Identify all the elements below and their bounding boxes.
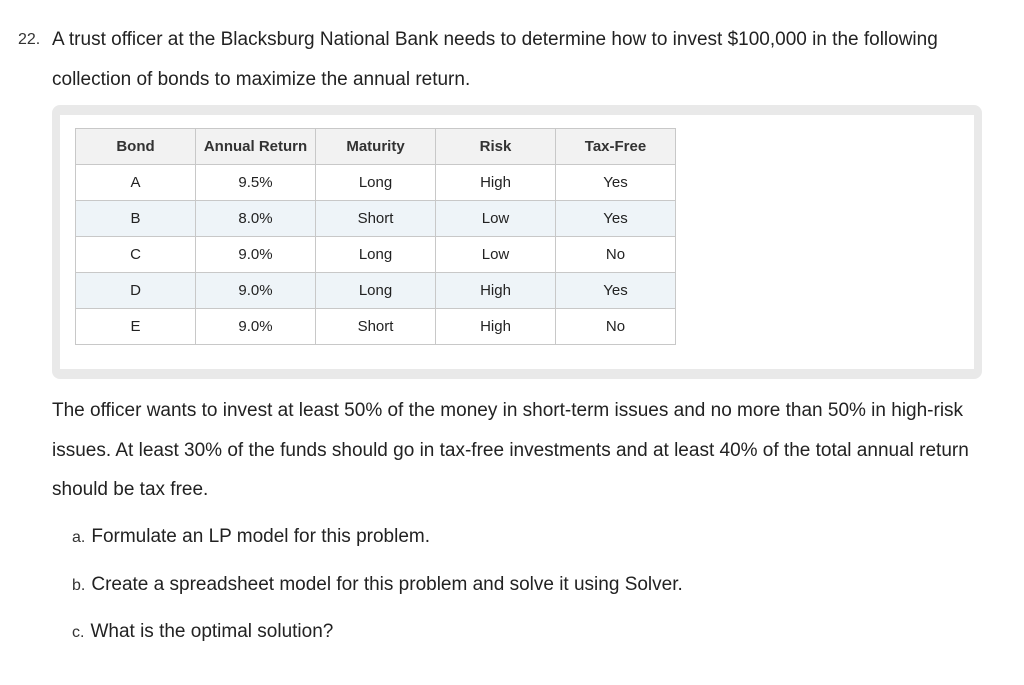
header-tax-free: Tax-Free xyxy=(556,129,676,165)
cell-maturity: Long xyxy=(316,165,436,201)
table-row xyxy=(76,237,676,273)
table-row xyxy=(76,309,676,345)
question-part-c xyxy=(72,612,972,660)
table-container xyxy=(60,115,974,369)
table-row xyxy=(76,165,676,201)
question-part-a xyxy=(72,517,972,565)
cell-risk: High xyxy=(436,309,556,345)
cell-annual-return: 8.0% xyxy=(196,201,316,237)
part-text: What is the optimal solution? xyxy=(90,621,334,642)
table-header-row xyxy=(76,129,676,165)
question-part-b xyxy=(72,565,972,613)
cell-risk: High xyxy=(436,165,556,201)
cell-risk: High xyxy=(436,273,556,309)
table-row xyxy=(76,273,676,309)
cell-maturity: Long xyxy=(316,237,436,273)
cell-maturity: Short xyxy=(316,309,436,345)
part-letter: a. xyxy=(72,529,86,546)
problem-intro: A trust officer at the Blacksburg National Bank needs to determine how to invest $100,000 in the following collection of bonds to maximize the annual return. xyxy=(52,29,938,90)
part-letter: c. xyxy=(72,624,85,641)
table-row xyxy=(76,201,676,237)
cell-annual-return: 9.0% xyxy=(196,273,316,309)
cell-annual-return: 9.0% xyxy=(196,237,316,273)
cell-tax-free: Yes xyxy=(556,273,676,309)
cell-risk: Low xyxy=(436,237,556,273)
cell-tax-free: No xyxy=(556,237,676,273)
cell-maturity: Short xyxy=(316,201,436,237)
bond-table xyxy=(75,128,676,345)
cell-annual-return: 9.5% xyxy=(196,165,316,201)
cell-bond: D xyxy=(76,273,196,309)
cell-bond: C xyxy=(76,237,196,273)
cell-bond: E xyxy=(76,309,196,345)
part-letter: b. xyxy=(72,576,86,594)
question-parts xyxy=(72,517,972,660)
cell-bond: B xyxy=(76,201,196,237)
cell-risk: Low xyxy=(436,201,556,237)
cell-tax-free: No xyxy=(556,309,676,345)
header-maturity: Maturity xyxy=(316,129,436,165)
problem-constraints-text: The officer wants to invest at least 50% of the money in short-term issues and no more than 50% in high-risk issues. At least 30% of the funds should go in tax-free investments and at least 40% of the total annual return should be tax free. xyxy=(52,400,969,500)
cell-annual-return: 9.0% xyxy=(196,309,316,345)
problem-number: 22. xyxy=(18,31,41,48)
problem-statement xyxy=(18,20,1008,100)
header-annual-return: Annual Return xyxy=(196,129,316,165)
cell-maturity: Long xyxy=(316,273,436,309)
cell-tax-free: Yes xyxy=(556,165,676,201)
header-bond: Bond xyxy=(76,129,196,165)
cell-tax-free: Yes xyxy=(556,201,676,237)
part-text: Formulate an LP model for this problem. xyxy=(91,526,430,547)
part-text: Create a spreadsheet model for this problem and solve it using Solver. xyxy=(91,573,683,595)
table-panel xyxy=(52,105,982,379)
header-risk: Risk xyxy=(436,129,556,165)
cell-bond: A xyxy=(76,165,196,201)
